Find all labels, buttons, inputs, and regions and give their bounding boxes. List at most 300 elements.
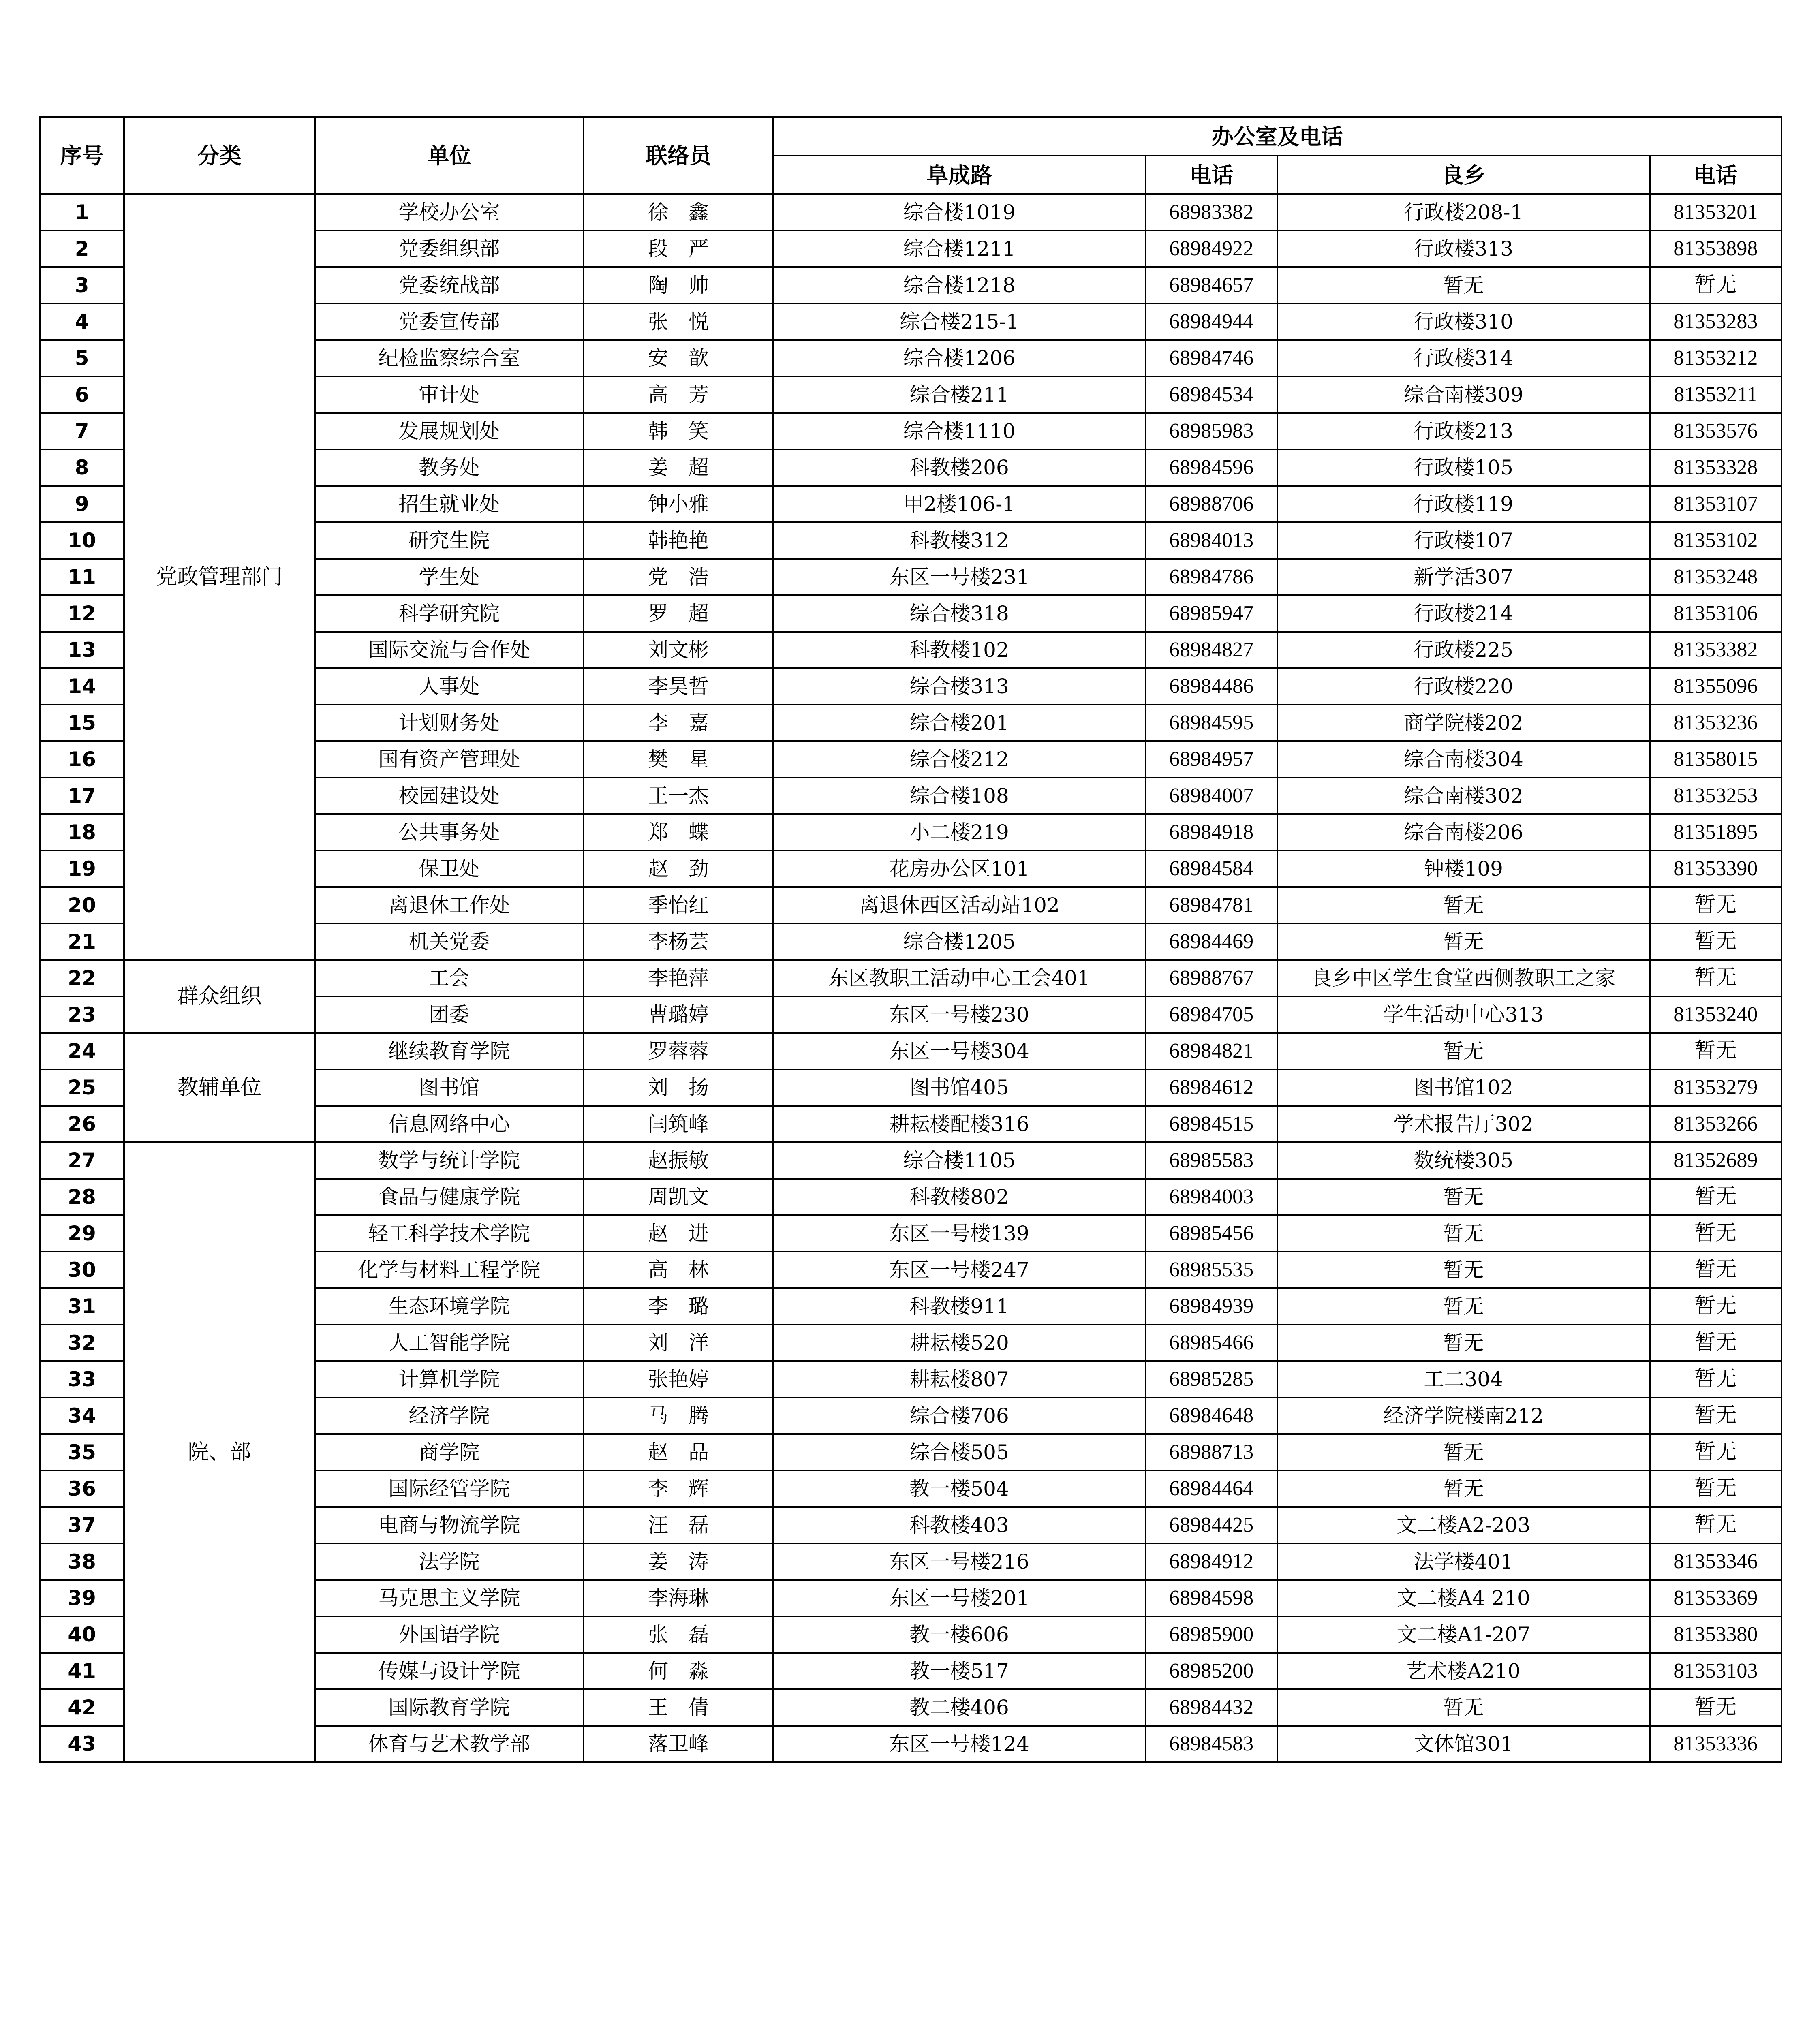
- row-liangxiang-phone: 暂无: [1650, 1252, 1782, 1288]
- row-unit: 机关党委: [315, 923, 584, 960]
- row-liangxiang-phone: 81353336: [1650, 1726, 1782, 1762]
- row-fuchenglu-phone: 68985285: [1146, 1361, 1277, 1398]
- row-unit: 团委: [315, 996, 584, 1033]
- row-contact: 周凯文: [584, 1179, 773, 1215]
- row-unit: 党委宣传部: [315, 303, 584, 340]
- row-seq: 16: [40, 741, 124, 778]
- row-liangxiang-office: 暂无: [1277, 1215, 1650, 1252]
- row-fuchenglu-office: 东区一号楼247: [773, 1252, 1146, 1288]
- row-liangxiang-office: 新学活307: [1277, 559, 1650, 595]
- row-seq: 13: [40, 632, 124, 668]
- row-liangxiang-office: 工二304: [1277, 1361, 1650, 1398]
- row-liangxiang-phone: 81353106: [1650, 595, 1782, 632]
- row-liangxiang-phone: 81351895: [1650, 814, 1782, 851]
- row-fuchenglu-office: 综合楼505: [773, 1434, 1146, 1470]
- row-liangxiang-office: 暂无: [1277, 1252, 1650, 1288]
- row-fuchenglu-phone: 68984922: [1146, 231, 1277, 267]
- row-unit: 数学与统计学院: [315, 1142, 584, 1179]
- row-liangxiang-office: 暂无: [1277, 1470, 1650, 1507]
- row-unit: 公共事务处: [315, 814, 584, 851]
- row-unit: 计划财务处: [315, 705, 584, 741]
- row-contact: 刘文彬: [584, 632, 773, 668]
- row-fuchenglu-phone: 68985900: [1146, 1616, 1277, 1653]
- row-fuchenglu-office: 耕耘楼807: [773, 1361, 1146, 1398]
- table-row: [40, 1033, 1782, 1069]
- row-contact: 刘 洋: [584, 1325, 773, 1361]
- row-seq: 15: [40, 705, 124, 741]
- row-unit: 马克思主义学院: [315, 1580, 584, 1616]
- row-contact: 罗 超: [584, 595, 773, 632]
- row-contact: 姜 超: [584, 449, 773, 486]
- row-unit: 保卫处: [315, 851, 584, 887]
- row-fuchenglu-phone: 68984944: [1146, 303, 1277, 340]
- row-contact: 张艳婷: [584, 1361, 773, 1398]
- row-liangxiang-office: 暂无: [1277, 1179, 1650, 1215]
- row-unit: 轻工科学技术学院: [315, 1215, 584, 1252]
- row-liangxiang-phone: 暂无: [1650, 887, 1782, 923]
- header-liangxiang: 良乡: [1277, 156, 1650, 194]
- row-fuchenglu-phone: 68984469: [1146, 923, 1277, 960]
- row-fuchenglu-office: 综合楼1205: [773, 923, 1146, 960]
- row-fuchenglu-phone: 68984918: [1146, 814, 1277, 851]
- row-liangxiang-office: 暂无: [1277, 1689, 1650, 1726]
- row-contact: 何 淼: [584, 1653, 773, 1689]
- row-liangxiang-office: 商学院楼202: [1277, 705, 1650, 741]
- row-fuchenglu-phone: 68984013: [1146, 522, 1277, 559]
- row-liangxiang-office: 暂无: [1277, 923, 1650, 960]
- row-liangxiang-phone: 81353102: [1650, 522, 1782, 559]
- row-unit: 法学院: [315, 1543, 584, 1580]
- row-fuchenglu-phone: 68985983: [1146, 413, 1277, 449]
- row-unit: 继续教育学院: [315, 1033, 584, 1069]
- row-liangxiang-phone: 暂无: [1650, 1361, 1782, 1398]
- row-fuchenglu-phone: 68984781: [1146, 887, 1277, 923]
- row-seq: 21: [40, 923, 124, 960]
- table-row: [40, 960, 1782, 996]
- row-contact: 徐 鑫: [584, 194, 773, 231]
- row-seq: 36: [40, 1470, 124, 1507]
- row-contact: 郑 蝶: [584, 814, 773, 851]
- row-contact: 罗蓉蓉: [584, 1033, 773, 1069]
- row-liangxiang-office: 行政楼225: [1277, 632, 1650, 668]
- row-fuchenglu-phone: 68984648: [1146, 1398, 1277, 1434]
- row-liangxiang-phone: 暂无: [1650, 1179, 1782, 1215]
- row-contact: 落卫峰: [584, 1726, 773, 1762]
- row-fuchenglu-office: 综合楼212: [773, 741, 1146, 778]
- row-fuchenglu-office: 耕耘楼配楼316: [773, 1106, 1146, 1142]
- row-contact: 王一杰: [584, 778, 773, 814]
- row-seq: 6: [40, 376, 124, 413]
- row-fuchenglu-office: 图书馆405: [773, 1069, 1146, 1106]
- row-fuchenglu-office: 综合楼1105: [773, 1142, 1146, 1179]
- row-fuchenglu-phone: 68988706: [1146, 486, 1277, 522]
- row-contact: 赵振敏: [584, 1142, 773, 1179]
- row-unit: 信息网络中心: [315, 1106, 584, 1142]
- row-seq: 7: [40, 413, 124, 449]
- row-fuchenglu-office: 科教楼206: [773, 449, 1146, 486]
- row-fuchenglu-office: 综合楼1211: [773, 231, 1146, 267]
- row-contact: 段 严: [584, 231, 773, 267]
- row-fuchenglu-office: 科教楼102: [773, 632, 1146, 668]
- row-fuchenglu-phone: 68984612: [1146, 1069, 1277, 1106]
- row-unit: 学生处: [315, 559, 584, 595]
- row-fuchenglu-phone: 68984486: [1146, 668, 1277, 705]
- row-liangxiang-phone: 81355096: [1650, 668, 1782, 705]
- row-fuchenglu-office: 教一楼517: [773, 1653, 1146, 1689]
- row-seq: 10: [40, 522, 124, 559]
- row-fuchenglu-office: 综合楼211: [773, 376, 1146, 413]
- row-fuchenglu-phone: 68984003: [1146, 1179, 1277, 1215]
- row-contact: 张 悦: [584, 303, 773, 340]
- row-contact: 韩 笑: [584, 413, 773, 449]
- row-liangxiang-office: 行政楼214: [1277, 595, 1650, 632]
- row-liangxiang-phone: 81353236: [1650, 705, 1782, 741]
- row-fuchenglu-office: 科教楼911: [773, 1288, 1146, 1325]
- row-seq: 30: [40, 1252, 124, 1288]
- row-seq: 20: [40, 887, 124, 923]
- row-seq: 32: [40, 1325, 124, 1361]
- row-unit: 经济学院: [315, 1398, 584, 1434]
- row-liangxiang-phone: 81353212: [1650, 340, 1782, 376]
- row-contact: 赵 劲: [584, 851, 773, 887]
- row-unit: 体育与艺术教学部: [315, 1726, 584, 1762]
- row-liangxiang-phone: 81353103: [1650, 1653, 1782, 1689]
- row-seq: 24: [40, 1033, 124, 1069]
- row-liangxiang-office: 综合南楼309: [1277, 376, 1650, 413]
- row-contact: 陶 帅: [584, 267, 773, 303]
- row-seq: 14: [40, 668, 124, 705]
- row-fuchenglu-office: 东区一号楼139: [773, 1215, 1146, 1252]
- row-seq: 35: [40, 1434, 124, 1470]
- row-unit: 计算机学院: [315, 1361, 584, 1398]
- row-liangxiang-phone: 81352689: [1650, 1142, 1782, 1179]
- row-liangxiang-office: 数统楼305: [1277, 1142, 1650, 1179]
- row-fuchenglu-office: 综合楼1218: [773, 267, 1146, 303]
- row-fuchenglu-office: 科教楼802: [773, 1179, 1146, 1215]
- row-seq: 28: [40, 1179, 124, 1215]
- row-liangxiang-phone: 81353107: [1650, 486, 1782, 522]
- row-seq: 12: [40, 595, 124, 632]
- row-contact: 季怡红: [584, 887, 773, 923]
- row-seq: 19: [40, 851, 124, 887]
- row-contact: 樊 星: [584, 741, 773, 778]
- row-fuchenglu-office: 东区一号楼304: [773, 1033, 1146, 1069]
- row-fuchenglu-office: 东区一号楼216: [773, 1543, 1146, 1580]
- row-liangxiang-office: 暂无: [1277, 267, 1650, 303]
- row-fuchenglu-office: 教二楼406: [773, 1689, 1146, 1726]
- row-fuchenglu-phone: 68984583: [1146, 1726, 1277, 1762]
- row-fuchenglu-phone: 68983382: [1146, 194, 1277, 231]
- category-cell: 党政管理部门: [124, 194, 314, 960]
- row-fuchenglu-phone: 68984596: [1146, 449, 1277, 486]
- row-liangxiang-phone: 81353328: [1650, 449, 1782, 486]
- row-fuchenglu-office: 东区一号楼124: [773, 1726, 1146, 1762]
- row-liangxiang-office: 行政楼314: [1277, 340, 1650, 376]
- row-liangxiang-phone: 81353240: [1650, 996, 1782, 1033]
- row-contact: 刘 扬: [584, 1069, 773, 1106]
- row-liangxiang-phone: 81353201: [1650, 194, 1782, 231]
- row-liangxiang-office: 暂无: [1277, 1325, 1650, 1361]
- row-contact: 王 倩: [584, 1689, 773, 1726]
- row-contact: 李海琳: [584, 1580, 773, 1616]
- row-unit: 传媒与设计学院: [315, 1653, 584, 1689]
- row-fuchenglu-office: 科教楼312: [773, 522, 1146, 559]
- row-liangxiang-phone: 81353266: [1650, 1106, 1782, 1142]
- row-liangxiang-phone: 暂无: [1650, 960, 1782, 996]
- category-cell: 教辅单位: [124, 1033, 314, 1142]
- row-fuchenglu-office: 小二楼219: [773, 814, 1146, 851]
- row-liangxiang-office: 暂无: [1277, 1434, 1650, 1470]
- row-fuchenglu-office: 综合楼706: [773, 1398, 1146, 1434]
- row-liangxiang-phone: 81353346: [1650, 1543, 1782, 1580]
- row-fuchenglu-phone: 68984464: [1146, 1470, 1277, 1507]
- row-unit: 食品与健康学院: [315, 1179, 584, 1215]
- row-fuchenglu-office: 综合楼1206: [773, 340, 1146, 376]
- row-fuchenglu-phone: 68984432: [1146, 1689, 1277, 1726]
- row-unit: 研究生院: [315, 522, 584, 559]
- header-fuchenglu: 阜成路: [773, 156, 1146, 194]
- row-liangxiang-office: 行政楼213: [1277, 413, 1650, 449]
- row-liangxiang-phone: 81353380: [1650, 1616, 1782, 1653]
- row-contact: 赵 进: [584, 1215, 773, 1252]
- row-unit: 党委统战部: [315, 267, 584, 303]
- row-liangxiang-phone: 暂无: [1650, 1288, 1782, 1325]
- row-contact: 安 歆: [584, 340, 773, 376]
- row-liangxiang-office: 综合南楼302: [1277, 778, 1650, 814]
- row-unit: 人事处: [315, 668, 584, 705]
- row-contact: 李昊哲: [584, 668, 773, 705]
- row-liangxiang-phone: 暂无: [1650, 1325, 1782, 1361]
- row-fuchenglu-phone: 68985200: [1146, 1653, 1277, 1689]
- row-liangxiang-office: 暂无: [1277, 1033, 1650, 1069]
- row-fuchenglu-office: 综合楼215-1: [773, 303, 1146, 340]
- row-fuchenglu-phone: 68984912: [1146, 1543, 1277, 1580]
- row-seq: 11: [40, 559, 124, 595]
- row-contact: 姜 涛: [584, 1543, 773, 1580]
- row-seq: 34: [40, 1398, 124, 1434]
- row-unit: 人工智能学院: [315, 1325, 584, 1361]
- row-fuchenglu-phone: 68988713: [1146, 1434, 1277, 1470]
- row-fuchenglu-phone: 68984595: [1146, 705, 1277, 741]
- header-category: 分类: [124, 117, 314, 194]
- row-unit: 生态环境学院: [315, 1288, 584, 1325]
- row-unit: 教务处: [315, 449, 584, 486]
- row-unit: 审计处: [315, 376, 584, 413]
- row-fuchenglu-office: 综合楼313: [773, 668, 1146, 705]
- row-liangxiang-phone: 暂无: [1650, 1507, 1782, 1543]
- row-seq: 37: [40, 1507, 124, 1543]
- row-liangxiang-phone: 81353382: [1650, 632, 1782, 668]
- table-row: [40, 194, 1782, 231]
- row-fuchenglu-office: 花房办公区101: [773, 851, 1146, 887]
- row-unit: 商学院: [315, 1434, 584, 1470]
- row-fuchenglu-phone: 68988767: [1146, 960, 1277, 996]
- row-liangxiang-office: 行政楼313: [1277, 231, 1650, 267]
- row-contact: 韩艳艳: [584, 522, 773, 559]
- row-fuchenglu-office: 综合楼318: [773, 595, 1146, 632]
- row-liangxiang-phone: 暂无: [1650, 923, 1782, 960]
- row-seq: 27: [40, 1142, 124, 1179]
- row-fuchenglu-office: 东区一号楼231: [773, 559, 1146, 595]
- row-fuchenglu-phone: 68985947: [1146, 595, 1277, 632]
- row-liangxiang-phone: 81353283: [1650, 303, 1782, 340]
- row-fuchenglu-office: 东区一号楼201: [773, 1580, 1146, 1616]
- contact-table: [39, 116, 1782, 1763]
- row-liangxiang-office: 文体馆301: [1277, 1726, 1650, 1762]
- row-fuchenglu-phone: 68984821: [1146, 1033, 1277, 1069]
- row-seq: 38: [40, 1543, 124, 1580]
- row-unit: 校园建设处: [315, 778, 584, 814]
- row-fuchenglu-office: 综合楼201: [773, 705, 1146, 741]
- row-seq: 4: [40, 303, 124, 340]
- row-liangxiang-phone: 81353390: [1650, 851, 1782, 887]
- row-fuchenglu-office: 东区教职工活动中心工会401: [773, 960, 1146, 996]
- row-liangxiang-office: 暂无: [1277, 1288, 1650, 1325]
- row-seq: 42: [40, 1689, 124, 1726]
- row-contact: 高 林: [584, 1252, 773, 1288]
- table-row: [40, 1142, 1782, 1179]
- row-liangxiang-phone: 81353898: [1650, 231, 1782, 267]
- row-liangxiang-office: 行政楼119: [1277, 486, 1650, 522]
- row-seq: 8: [40, 449, 124, 486]
- row-seq: 33: [40, 1361, 124, 1398]
- row-unit: 国际教育学院: [315, 1689, 584, 1726]
- row-fuchenglu-phone: 68984786: [1146, 559, 1277, 595]
- row-liangxiang-office: 文二楼A4 210: [1277, 1580, 1650, 1616]
- row-fuchenglu-office: 离退休西区活动站102: [773, 887, 1146, 923]
- row-liangxiang-phone: 81358015: [1650, 741, 1782, 778]
- row-contact: 李艳萍: [584, 960, 773, 996]
- row-fuchenglu-phone: 68984746: [1146, 340, 1277, 376]
- row-fuchenglu-phone: 68985456: [1146, 1215, 1277, 1252]
- row-fuchenglu-office: 科教楼403: [773, 1507, 1146, 1543]
- row-unit: 学校办公室: [315, 194, 584, 231]
- row-liangxiang-office: 行政楼107: [1277, 522, 1650, 559]
- row-contact: 高 芳: [584, 376, 773, 413]
- row-seq: 25: [40, 1069, 124, 1106]
- row-liangxiang-phone: 81353576: [1650, 413, 1782, 449]
- row-fuchenglu-office: 教一楼606: [773, 1616, 1146, 1653]
- row-contact: 汪 磊: [584, 1507, 773, 1543]
- row-liangxiang-phone: 暂无: [1650, 1215, 1782, 1252]
- row-fuchenglu-phone: 68985583: [1146, 1142, 1277, 1179]
- row-liangxiang-office: 行政楼220: [1277, 668, 1650, 705]
- row-seq: 3: [40, 267, 124, 303]
- row-seq: 23: [40, 996, 124, 1033]
- row-unit: 发展规划处: [315, 413, 584, 449]
- row-liangxiang-office: 行政楼310: [1277, 303, 1650, 340]
- header-phone-fuchenglu: 电话: [1146, 156, 1277, 194]
- header-unit: 单位: [315, 117, 584, 194]
- row-fuchenglu-office: 东区一号楼230: [773, 996, 1146, 1033]
- row-liangxiang-office: 综合南楼304: [1277, 741, 1650, 778]
- row-unit: 化学与材料工程学院: [315, 1252, 584, 1288]
- row-liangxiang-office: 行政楼105: [1277, 449, 1650, 486]
- row-seq: 43: [40, 1726, 124, 1762]
- row-liangxiang-phone: 暂无: [1650, 1434, 1782, 1470]
- row-contact: 李 璐: [584, 1288, 773, 1325]
- row-fuchenglu-office: 综合楼108: [773, 778, 1146, 814]
- row-liangxiang-office: 钟楼109: [1277, 851, 1650, 887]
- row-unit: 纪检监察综合室: [315, 340, 584, 376]
- row-contact: 曹璐婷: [584, 996, 773, 1033]
- row-fuchenglu-phone: 68984007: [1146, 778, 1277, 814]
- row-seq: 26: [40, 1106, 124, 1142]
- row-liangxiang-phone: 81353279: [1650, 1069, 1782, 1106]
- row-unit: 国际经管学院: [315, 1470, 584, 1507]
- row-liangxiang-office: 学生活动中心313: [1277, 996, 1650, 1033]
- row-unit: 电商与物流学院: [315, 1507, 584, 1543]
- row-liangxiang-office: 图书馆102: [1277, 1069, 1650, 1106]
- row-liangxiang-phone: 81353248: [1650, 559, 1782, 595]
- row-fuchenglu-phone: 68985466: [1146, 1325, 1277, 1361]
- row-liangxiang-office: 经济学院楼南212: [1277, 1398, 1650, 1434]
- row-unit: 招生就业处: [315, 486, 584, 522]
- row-seq: 29: [40, 1215, 124, 1252]
- row-seq: 22: [40, 960, 124, 996]
- row-contact: 赵 品: [584, 1434, 773, 1470]
- row-fuchenglu-phone: 68985535: [1146, 1252, 1277, 1288]
- row-liangxiang-office: 学术报告厅302: [1277, 1106, 1650, 1142]
- row-seq: 31: [40, 1288, 124, 1325]
- row-liangxiang-office: 行政楼208-1: [1277, 194, 1650, 231]
- row-contact: 李 辉: [584, 1470, 773, 1507]
- row-contact: 李杨芸: [584, 923, 773, 960]
- row-contact: 张 磊: [584, 1616, 773, 1653]
- header-contact: 联络员: [584, 117, 773, 194]
- row-unit: 科学研究院: [315, 595, 584, 632]
- row-contact: 钟小雅: [584, 486, 773, 522]
- row-unit: 国际交流与合作处: [315, 632, 584, 668]
- row-liangxiang-phone: 暂无: [1650, 1470, 1782, 1507]
- header-phone-liangxiang: 电话: [1650, 156, 1782, 194]
- row-fuchenglu-phone: 68984515: [1146, 1106, 1277, 1142]
- row-seq: 2: [40, 231, 124, 267]
- table-header: [40, 117, 1782, 194]
- row-liangxiang-phone: 暂无: [1650, 267, 1782, 303]
- row-seq: 39: [40, 1580, 124, 1616]
- row-fuchenglu-phone: 68984657: [1146, 267, 1277, 303]
- row-fuchenglu-phone: 68984598: [1146, 1580, 1277, 1616]
- row-liangxiang-phone: 81353211: [1650, 376, 1782, 413]
- row-liangxiang-office: 法学楼401: [1277, 1543, 1650, 1580]
- table-body: [40, 194, 1782, 1762]
- row-seq: 41: [40, 1653, 124, 1689]
- row-seq: 9: [40, 486, 124, 522]
- row-fuchenglu-office: 耕耘楼520: [773, 1325, 1146, 1361]
- row-liangxiang-phone: 暂无: [1650, 1033, 1782, 1069]
- row-fuchenglu-phone: 68984827: [1146, 632, 1277, 668]
- row-seq: 1: [40, 194, 124, 231]
- row-seq: 17: [40, 778, 124, 814]
- row-liangxiang-office: 文二楼A2-203: [1277, 1507, 1650, 1543]
- row-liangxiang-phone: 暂无: [1650, 1689, 1782, 1726]
- row-seq: 40: [40, 1616, 124, 1653]
- row-seq: 18: [40, 814, 124, 851]
- row-contact: 李 嘉: [584, 705, 773, 741]
- row-liangxiang-office: 综合南楼206: [1277, 814, 1650, 851]
- row-unit: 国有资产管理处: [315, 741, 584, 778]
- category-cell: 院、部: [124, 1142, 314, 1762]
- row-fuchenglu-phone: 68984939: [1146, 1288, 1277, 1325]
- row-fuchenglu-office: 甲2楼106-1: [773, 486, 1146, 522]
- row-liangxiang-office: 暂无: [1277, 887, 1650, 923]
- row-liangxiang-phone: 81353253: [1650, 778, 1782, 814]
- row-fuchenglu-office: 教一楼504: [773, 1470, 1146, 1507]
- row-liangxiang-office: 良乡中区学生食堂西侧教职工之家: [1277, 960, 1650, 996]
- row-contact: 马 腾: [584, 1398, 773, 1434]
- row-unit: 图书馆: [315, 1069, 584, 1106]
